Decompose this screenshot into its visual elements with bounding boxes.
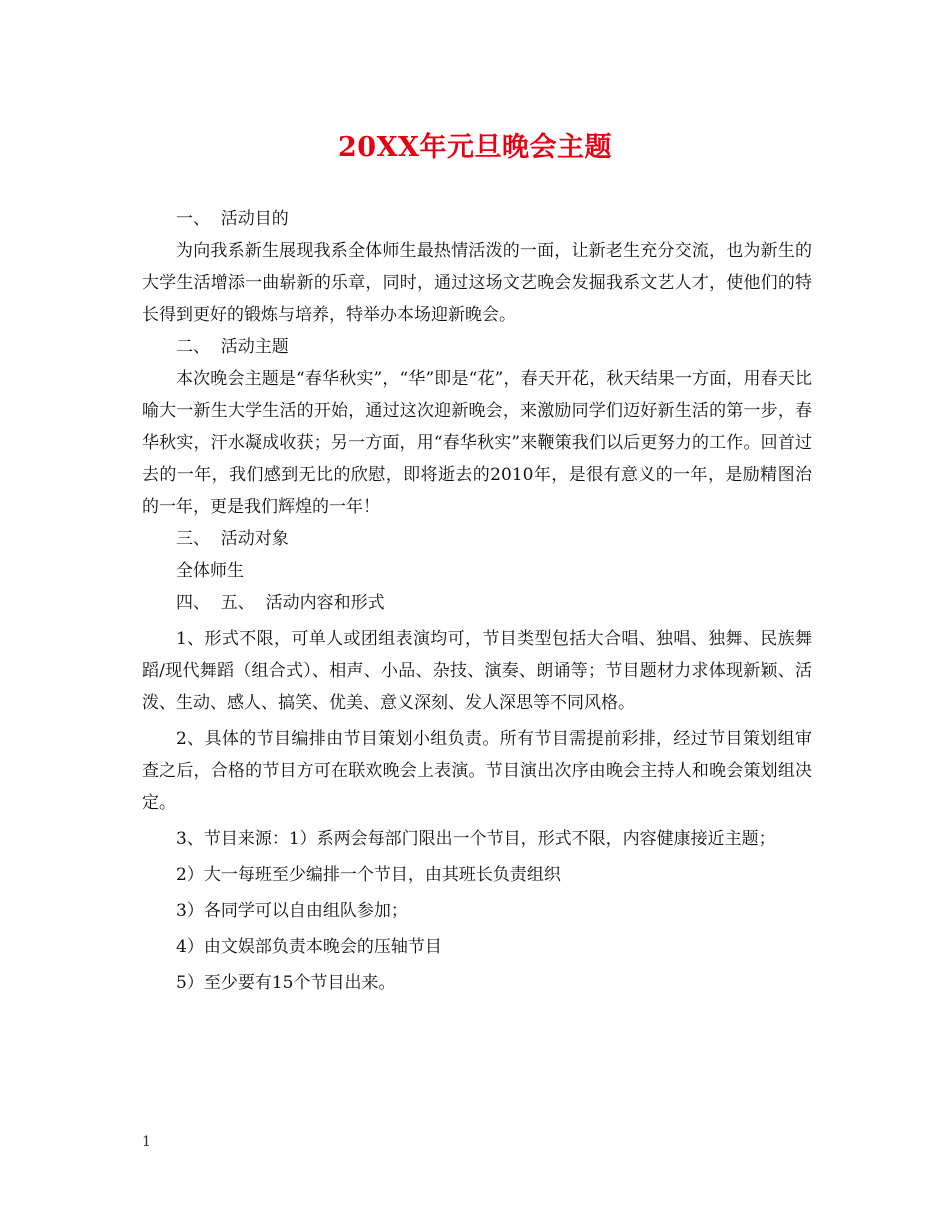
paragraph-purpose: 为向我系新生展现我系全体师生最热情活泼的一面，让新老生充分交流，也为新生的大学生活增添一曲崭新的乐章，同时，通过这场文艺晚会发掘我系文艺人才，使他们的特长得到更好的锻炼与培养，特举办本场迎新晚会。 [142, 241, 812, 325]
paragraph-audience: 全体师生 [176, 561, 244, 581]
section-heading-content: 四、 五、 活动内容和形式 [176, 593, 385, 613]
paragraph-theme: 本次晚会主题是“春华秋实”，“华”即是“花”，春天开花，秋天结果一方面，用春天比喻大一新生大学生活的开始，通过这次迎新晚会，来激励同学们迈好新生活的第一步，春华秋实，汗水凝成收获；另一方面，用“春华秋实”来鞭策我们以后更努力的工作。回首过去的一年，我们感到无比的欣慰，即将逝去的2010年，是很有意义的一年，是励精图治的一年，更是我们辉煌的一年！ [142, 369, 812, 517]
paragraph-subitem-4: 4）由文娱部负责本晚会的压轴节目 [176, 937, 442, 957]
page-number: 1 [142, 1134, 151, 1150]
section-heading-theme: 二、 活动主题 [176, 337, 289, 357]
paragraph-subitem-5: 5）至少要有15个节目出来。 [176, 973, 396, 993]
document-body [142, 203, 812, 999]
paragraph-subitem-2: 2）大一每班至少编排一个节目，由其班长负责组织 [176, 865, 561, 885]
paragraph-item-3: 3、节目来源：1）系两会每部门限出一个节目，形式不限，内容健康接近主题； [176, 829, 776, 849]
paragraph-item-2: 2、具体的节目编排由节目策划小组负责。所有节目需提前彩排，经过节目策划组审查之后，合格的节目方可在联欢晚会上表演。节目演出次序由晚会主持人和晚会策划组决定。 [142, 729, 812, 813]
section-heading-audience: 三、 活动对象 [176, 529, 289, 549]
section-heading-purpose: 一、 活动目的 [176, 209, 289, 229]
paragraph-item-1: 1、形式不限，可单人或团组表演均可，节目类型包括大合唱、独唱、独舞、民族舞蹈/现代舞蹈（组合式）、相声、小品、杂技、演奏、朗诵等；节目题材力求体现新颖、活泼、生动、感人、搞笑、优美、意义深刻、发人深思等不同风格。 [142, 629, 812, 713]
document-title: 20XX年元旦晚会主题 [338, 132, 612, 163]
paragraph-subitem-3: 3）各同学可以自由组队参加； [176, 901, 408, 921]
